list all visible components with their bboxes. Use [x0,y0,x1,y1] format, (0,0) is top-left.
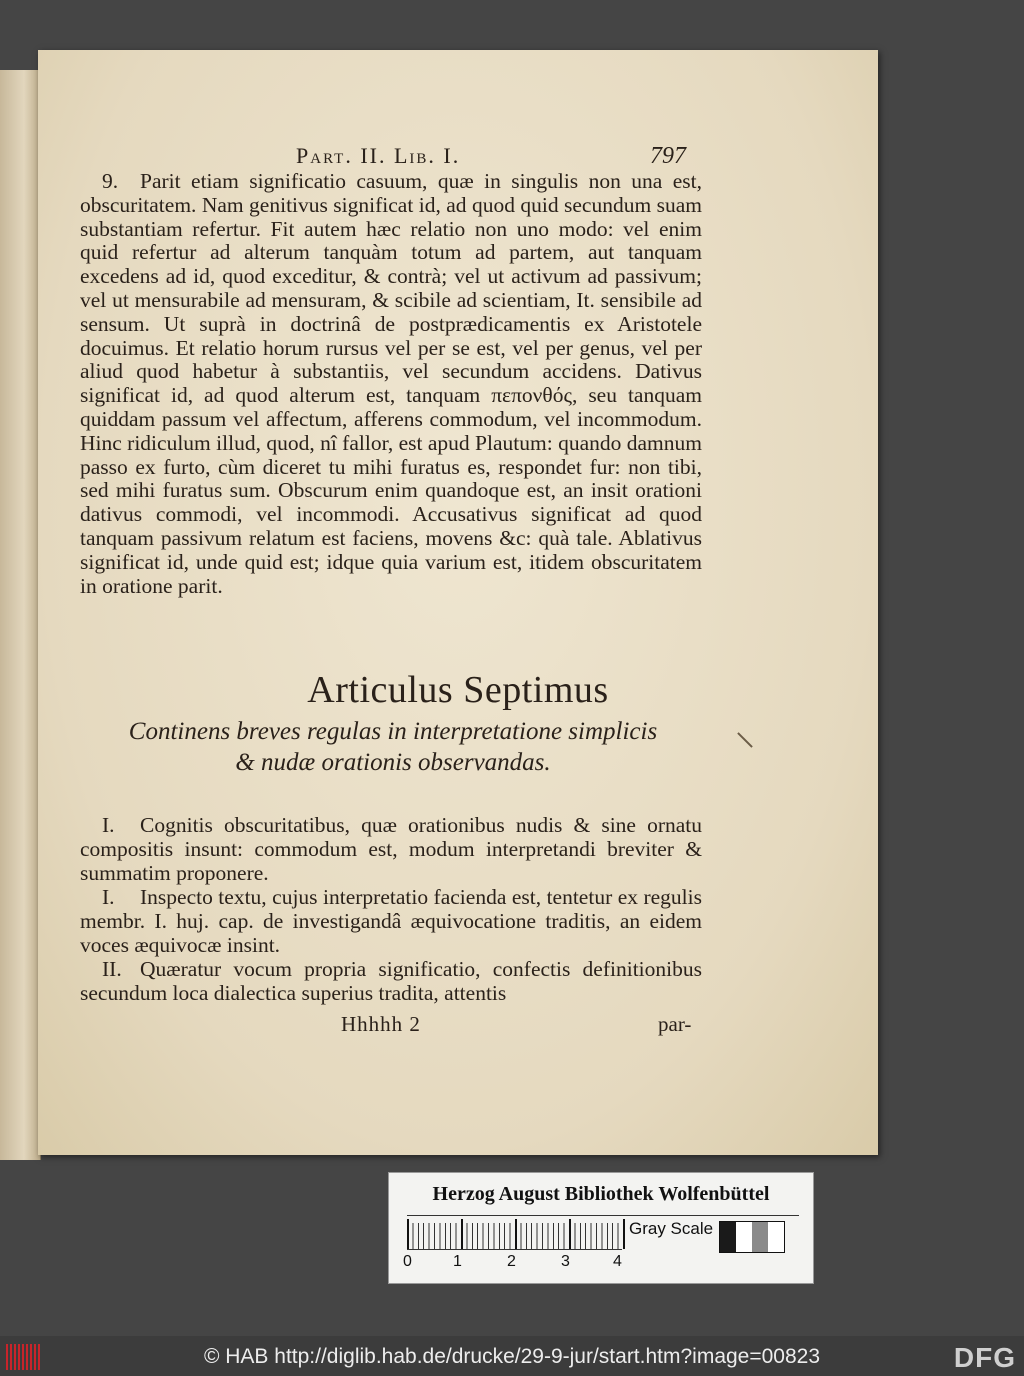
ruler-number: 3 [561,1253,570,1270]
article-subtitle: Continens breves regulas in interpretatione simplicis & nudæ orationis observandas. [128,718,658,776]
scale-card [388,1172,814,1284]
rule-2 [80,958,702,1006]
pencil-mark [737,732,753,748]
paragraph-text: Cognitis obscuritatibus, quæ orationibus nudis & sine ornatu compositis insunt: commodum est, modum interpretandi breviter & summatim proponere. [80,813,702,885]
left-page-edge [0,70,41,1160]
gray-scale-label: Gray Scale [629,1219,714,1238]
signature-mark: Hhhhh 2 [341,1012,421,1036]
footer-bar [0,1336,1024,1376]
paragraph-number: II. [102,957,122,981]
catchword: par- [658,1012,692,1036]
rule-1 [80,886,702,957]
ruler-number: 1 [453,1253,462,1270]
gray-swatch [752,1222,768,1252]
ruler-number: 0 [403,1253,412,1270]
ruler-number: 2 [507,1253,516,1270]
paragraph-1 [80,814,702,885]
running-title: Part. II. Lib. I. [296,143,461,168]
book-page [38,50,878,1155]
gray-scale-swatches [719,1221,785,1253]
paragraph-number: I. [102,813,115,837]
ruler-numbers [403,1253,643,1273]
card-divider [407,1215,799,1216]
signature-line [38,1012,878,1038]
library-name: Herzog August Bibliothek Wolfenbüttel [432,1183,770,1205]
gray-swatch [736,1222,752,1252]
gray-swatch [720,1222,736,1252]
article-title: Articulus Septimus [307,669,609,711]
dfg-logo: DFG [953,1342,1016,1373]
ruler-number: 4 [613,1253,622,1270]
copyright-link[interactable]: © HAB http://diglib.hab.de/drucke/29-9-jur/start.htm?image=00823 [203,1345,821,1368]
paragraph-9 [80,170,702,598]
paragraph-text: Quæratur vocum propria significatio, confectis definitionibus secundum loca dialectica superius tradita, attentis [80,957,702,1005]
paragraph-text: Parit etiam significatio casuum, quæ in singulis non una est, obscuritatem. Nam genitivus significat id, ad quod quid secundum suam substantiam refertur. Fit autem hæc relatio non uno modo: vel enim quid refertur ad alterum tanquàm totum ad partem, aut tanquam excedens ad id, quod exceditur, & contrà; vel ut activum ad passivum; vel ut mensurabile ad mensuram, & scibile ad scientiam, It. sensibile ad sensum. Ut suprà in doctrinâ de postprædicamentis ex Aristotele docuimus. Et relatio horum rursus vel per se est, vel per genus, vel per aliud quod habetur à substantiis, vel secundum accidens. Dativus significat id, ad quod alterum est, tanquam πεπονθός, seu tanquam quiddam passum vel affectum, afferens commodum, vel incommodum. Hinc ridiculum illud, quod, nî fallor, est apud Plautum: quando damnum passo ex furto, cùm diceret tu mihi furatus es, respondet fur: non tibi, sed mihi furatus sum. Obscurum enim quandoque est, an insit orationi dativus commodi, vel incommodi. Accusativus significat ad quod tanquam passivum relatum est faciens, movens &c: quà tale. Ablativus significat id, unde quid est; idque quia varium est, itidem obscuritatem in oratione parit. [80,169,702,598]
paragraph-number: 9. [102,169,119,193]
paragraph-text: Inspecto textu, cujus interpretatio facienda est, tentetur ex regulis membr. I. huj. cap. de investigandâ æquivocatione traditis, an eidem voces æquivocæ insint. [80,885,702,957]
paragraph-number: I. [102,885,115,909]
ruler-major-ticks [407,1219,627,1249]
page-number: 797 [650,143,686,169]
gray-swatch [768,1222,784,1252]
